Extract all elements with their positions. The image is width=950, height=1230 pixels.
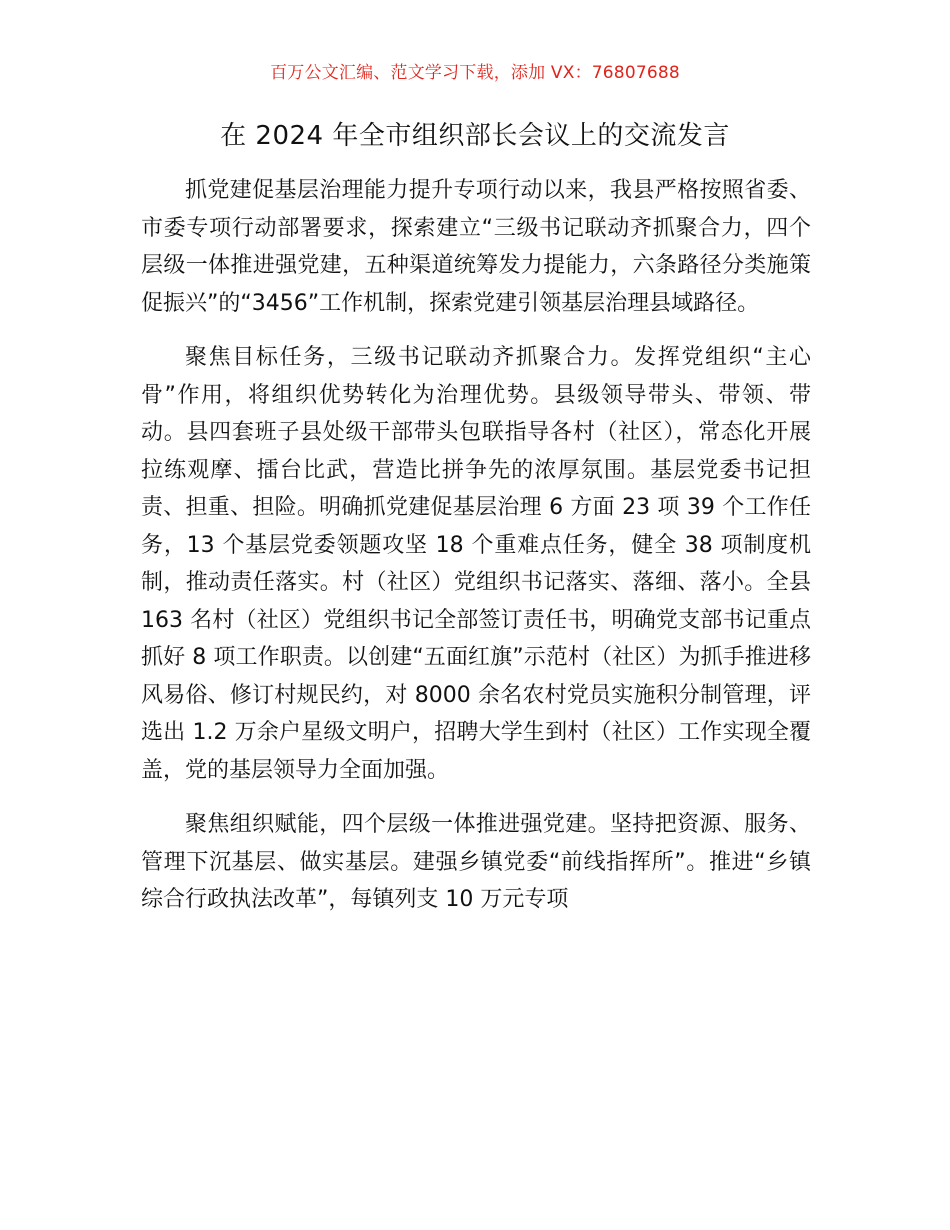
paragraph: 聚焦组织赋能，四个层级一体推进强党建。坚持把资源、服务、管理下沉基层、做实基层。建强乡镇党委“前线指挥所”。推进“乡镇综合行政执法改革”，每镇列支 10 万元专项	[141, 812, 811, 912]
document-title: 在 2024 年全市组织部长会议上的交流发言	[220, 121, 730, 151]
document-body	[141, 172, 811, 936]
paragraph: 聚焦目标任务，三级书记联动齐抓聚合力。发挥党组织“主心骨”作用，将组织优势转化为治理优势。县级领导带头、带领、带动。县四套班子县处级干部带头包联指导各村（社区），常态化开展拉练观摩、擂台比武，营造比拼争先的浓厚氛围。基层党委书记担责、担重、担险。明确抓党建促基层治理 6 方面 23 项 39 个工作任务，13 个基层党委领题攻坚 18 个重难点任务，健全 38 项制度机制，推动责任落实。村（社区）党组织书记落实、落细、落小。全县 163 名村（社区）党组织书记全部签订责任书，明确党支部书记重点抓好 8 项工作职责。以创建“五面红旗”示范村（社区）为抓手推进移风易俗、修订村规民约，对 8000 余名农村党员实施积分制管理，评选出 1.2 万余户星级文明户，招聘大学生到村（社区）工作实现全覆盖，党的基层领导力全面加强。	[141, 345, 811, 783]
paragraph: 抓党建促基层治理能力提升专项行动以来，我县严格按照省委、市委专项行动部署要求，探索建立“三级书记联动齐抓聚合力，四个层级一体推进强党建，五种渠道统筹发力提能力，六条路径分类施策促振兴”的“3456”工作机制，探索党建引领基层治理县域路径。	[141, 178, 811, 316]
header-note: 百万公文汇编、范文学习下载，添加 VX：76807688	[270, 63, 680, 83]
